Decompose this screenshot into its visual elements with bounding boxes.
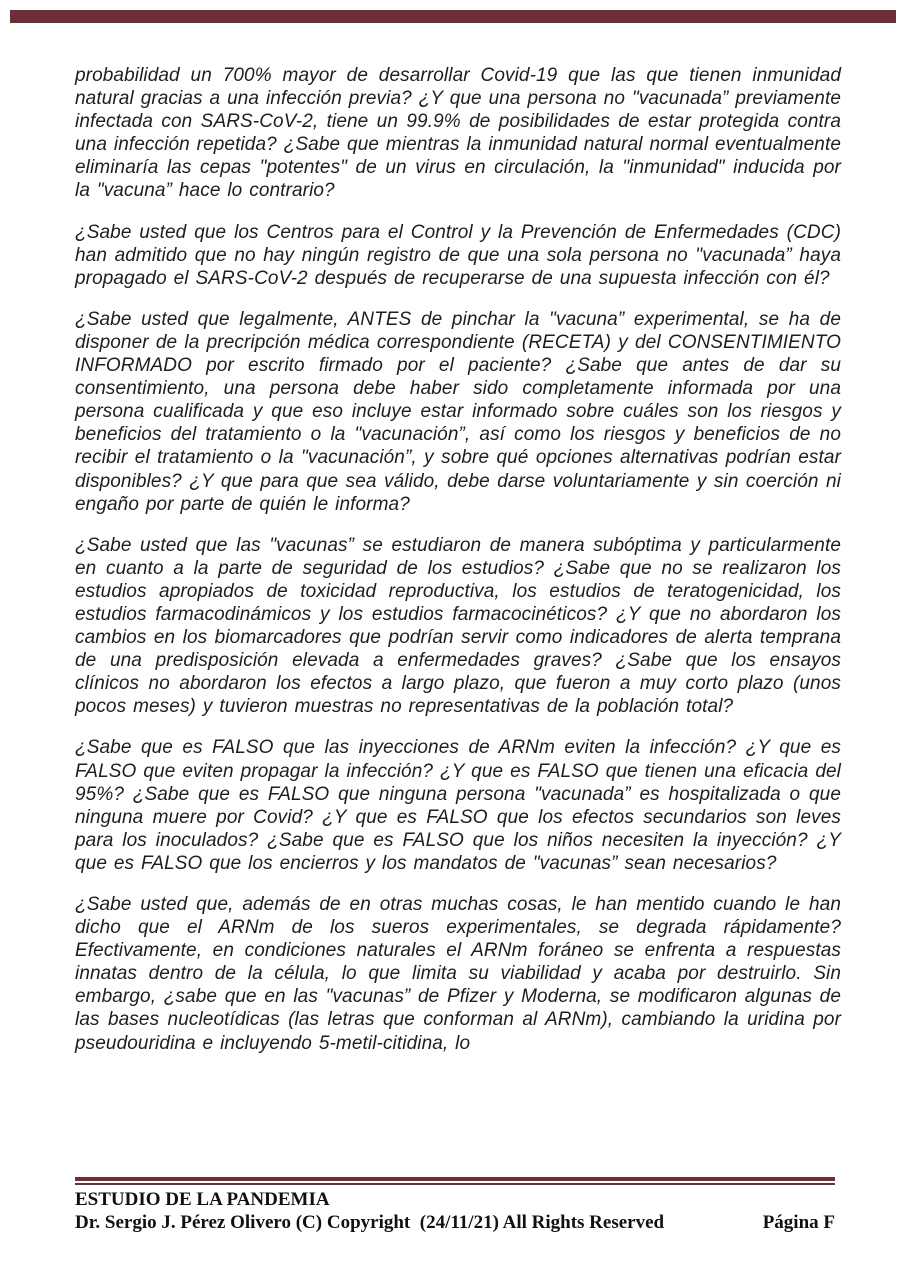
body-paragraph: ¿Sabe usted que las "vacunas” se estudiaron de manera subóptima y particularmente en cuanto a la parte de seguridad de los estudios? ¿Sabe que no se realizaron los estudios apropiados de toxicidad reproductiva, los estudios de teratogenicidad, los estudios farmacodinámicos y los estudios farmacocinéticos? ¿Y que no abordaron los cambios en los biomarcadores que podrían servir como indicadores de alerta temprana de una predisposición elevada a enfermedades graves? ¿Sabe que los ensayos clínicos no abordaron los efectos a largo plazo, que fueron a muy corto plazo (unos pocos meses) y tuvieron muestras no representativas de la población total? [75,534,841,718]
body-paragraph: ¿Sabe que es FALSO que las inyecciones de ARNm eviten la infección? ¿Y que es FALSO que eviten propagar la infección? ¿Y que es FALSO que tienen una eficacia del 95%? ¿Sabe que es FALSO que ninguna persona "vacunada” es hospitalizada o que ninguna muere por Covid? ¿Y que es FALSO que los efectos secundarios son leves para los inoculados? ¿Sabe que es FALSO que los niños necesiten la inyección? ¿Y que es FALSO que los encierros y los mandatos de "vacunas” sean necesarios? [75,737,841,874]
footer-rule [75,1177,835,1185]
footer-title: ESTUDIO DE LA PANDEMIA [75,1189,330,1210]
footer-page-number: Página F [762,1211,835,1233]
document-body [75,64,841,1073]
body-paragraph: probabilidad un 700% mayor de desarrollar Covid-19 que las que tienen inmunidad natural gracias a una infección previa? ¿Y que una persona no "vacunada” previamente infectada con SARS-CoV-2, tiene un 99.9% de posibilidades de estar protegida contra una infección repetida? ¿Sabe que mientras la inmunidad natural normal eventualmente eliminaría las cepas "potentes" de un virus en circulación, la "inmunidad" inducida por la "vacuna” hace lo contrario? [75,65,841,202]
body-paragraph: ¿Sabe usted que legalmente, ANTES de pinchar la "vacuna” experimental, se ha de disponer de la precripción médica correspondiente (RECETA) y del CONSENTIMIENTO INFORMADO por escrito firmado por el paciente? ¿Sabe que antes de dar su consentimiento, una persona debe haber sido completamente informada por una persona cualificada y que eso incluye estar informado sobre cuáles son los riesgos y beneficios del tratamiento o la "vacunación”, así como los riesgos y beneficios de no recibir el tratamiento o la "vacunación”, y sobre qué opciones alternativas podrían estar disponibles? ¿Y que para que sea válido, debe darse voluntariamente y sin coerción ni engaño por parte de quién le informa? [75,308,841,515]
body-paragraph: ¿Sabe usted que, además de en otras muchas cosas, le han mentido cuando le han dicho que el ARNm de los sueros experimentales, se degrada rápidamente? Efectivamente, en condiciones naturales el ARNm foráneo se enfrenta a respuestas innatas dentro de la célula, lo que limita su viabilidad y acaba por destruirlo. Sin embargo, ¿sabe que en las "vacunas” de Pfizer y Moderna, se modificaron algunas de las bases nucleotídicas (las letras que conforman al ARNm), cambiando la uridina por pseudouridina e incluyendo 5-metil-citidina, lo [75,894,841,1054]
body-paragraph: ¿Sabe usted que los Centros para el Control y la Prevención de Enfermedades (CDC) han admitido que no hay ningún registro de que una sola persona no "vacunada” haya propagado el SARS-CoV-2 después de recuperarse de una supuesta infección con él? [75,221,841,289]
top-rule [10,10,896,23]
footer-copyright: Dr. Sergio J. Pérez Olivero (C) Copyright (24/11/21) All Rights Reserved [75,1211,665,1233]
page-footer [75,1189,835,1234]
